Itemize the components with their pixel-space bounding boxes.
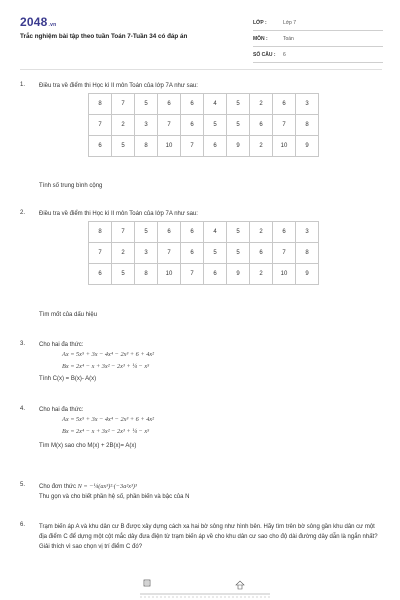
question-2 bbox=[20, 210, 385, 320]
table-cell: 10 bbox=[273, 264, 296, 285]
question-prompt: Tìm mốt của dấu hiệu bbox=[39, 312, 98, 318]
question-prompt: Tìm M(x) sao cho M(x) + 2B(x)= A(x) bbox=[39, 443, 137, 449]
table-cell: 7 bbox=[273, 115, 296, 136]
table-cell: 2 bbox=[250, 264, 273, 285]
formula-a: Ax = 5x⁵ + 3x − 4x⁴ − 2x³ + 6 + 4x² bbox=[62, 416, 155, 423]
table-cell: 6 bbox=[181, 222, 204, 243]
question-text: Điều tra về điểm thi Học kì II môn Toán của lớp 7A như sau: bbox=[39, 83, 198, 89]
meta-class-key: LỚP : bbox=[253, 19, 267, 26]
table-cell: 5 bbox=[227, 94, 250, 115]
question-number: 3. bbox=[20, 341, 26, 347]
table-cell: 5 bbox=[112, 136, 135, 157]
site-logo[interactable] bbox=[20, 15, 56, 29]
question-prompt: Tính C(x) = B(x)- A(x) bbox=[39, 376, 97, 382]
table-cell: 8 bbox=[296, 243, 319, 264]
table-cell: 6 bbox=[250, 243, 273, 264]
meta-count bbox=[253, 47, 383, 63]
question-text: Cho hai đa thức: bbox=[39, 407, 84, 413]
formula-n: N = −¼(ax³)²·(−3a²x³)³ bbox=[77, 483, 137, 490]
table-cell: 5 bbox=[135, 94, 158, 115]
table-cell: 3 bbox=[135, 243, 158, 264]
question-prompt: Tính số trung bình cộng bbox=[39, 183, 103, 189]
table-cell: 6 bbox=[273, 94, 296, 115]
table-cell: 2 bbox=[250, 136, 273, 157]
meta-subject-value: Toán bbox=[283, 35, 294, 42]
score-table bbox=[88, 221, 319, 285]
table-cell: 7 bbox=[112, 222, 135, 243]
document-title: Trắc nghiệm bài tập theo tuần Toán 7-Tuần 34 có đáp án bbox=[20, 33, 188, 40]
question-5 bbox=[20, 482, 385, 506]
meta-subject-key: MÔN : bbox=[253, 35, 268, 42]
table-cell: 9 bbox=[296, 264, 319, 285]
table-cell: 5 bbox=[227, 115, 250, 136]
table-row bbox=[89, 115, 319, 136]
table-row bbox=[89, 243, 319, 264]
question-text: Cho đơn thức bbox=[39, 484, 76, 490]
table-cell: 6 bbox=[181, 94, 204, 115]
header-divider bbox=[20, 69, 382, 70]
table-row bbox=[89, 136, 319, 157]
table-cell: 8 bbox=[89, 94, 112, 115]
table-cell: 5 bbox=[227, 243, 250, 264]
table-cell: 2 bbox=[112, 243, 135, 264]
table-cell: 6 bbox=[181, 243, 204, 264]
question-text: Điều tra về điểm thi Học kì II môn Toán của lớp 7A như sau: bbox=[39, 211, 198, 217]
table-cell: 7 bbox=[181, 264, 204, 285]
question-number: 4. bbox=[20, 406, 26, 412]
score-table bbox=[88, 93, 319, 157]
logo-suffix: .vn bbox=[48, 22, 57, 28]
table-cell: 7 bbox=[112, 94, 135, 115]
table-cell: 6 bbox=[250, 115, 273, 136]
question-number: 1. bbox=[20, 82, 26, 88]
house-icon bbox=[236, 581, 244, 589]
table-cell: 5 bbox=[135, 222, 158, 243]
page-header bbox=[0, 0, 400, 62]
question-number: 2. bbox=[20, 210, 26, 216]
table-cell: 7 bbox=[181, 136, 204, 157]
table-cell: 6 bbox=[89, 136, 112, 157]
table-cell: 6 bbox=[181, 115, 204, 136]
logo-text: 2048 bbox=[20, 15, 48, 29]
table-cell: 9 bbox=[227, 136, 250, 157]
meta-subject bbox=[253, 31, 383, 47]
table-cell: 6 bbox=[89, 264, 112, 285]
table-cell: 4 bbox=[204, 94, 227, 115]
question-text: Trạm biến áp A và khu dân cư B được xây dựng cách xa hai bờ sông như hình bên. Hãy tìm trên bờ sông gần khu dân cư một địa điểm C để dựng một cột mắc dây đưa điện từ trạm biến áp về cho khu dân cư sao cho độ dài đường dây dẫn là ngắn nhất? Giải thích vì sao chọn vị trí điểm C đó? bbox=[39, 524, 378, 550]
table-cell: 6 bbox=[204, 136, 227, 157]
question-text-line bbox=[39, 482, 384, 492]
table-row bbox=[89, 264, 319, 285]
table-cell: 5 bbox=[204, 243, 227, 264]
question-prompt: Thu gọn và cho biết phần hệ số, phần biến và bậc của N bbox=[39, 494, 190, 500]
table-cell: 7 bbox=[158, 115, 181, 136]
table-cell: 4 bbox=[204, 222, 227, 243]
formula-b: Bx = 2x⁴ − x + 3x² − 2x³ + ¼ − x⁵ bbox=[62, 428, 150, 435]
river-figure bbox=[140, 577, 270, 600]
table-cell: 5 bbox=[227, 222, 250, 243]
table-cell: 9 bbox=[227, 264, 250, 285]
transformer-icon bbox=[144, 580, 150, 586]
table-cell: 2 bbox=[250, 94, 273, 115]
transformer-lines bbox=[145, 582, 149, 584]
question-text: Cho hai đa thức: bbox=[39, 342, 84, 348]
table-cell: 3 bbox=[135, 115, 158, 136]
table-cell: 6 bbox=[158, 222, 181, 243]
formula-a: Ax = 5x⁵ + 3x − 4x⁴ − 2x³ + 6 + 4x² bbox=[62, 351, 155, 358]
table-cell: 3 bbox=[296, 94, 319, 115]
table-cell: 6 bbox=[158, 94, 181, 115]
question-number: 5. bbox=[20, 482, 26, 488]
table-cell: 7 bbox=[158, 243, 181, 264]
document-meta bbox=[253, 15, 383, 63]
table-cell: 2 bbox=[112, 115, 135, 136]
table-cell: 2 bbox=[250, 222, 273, 243]
meta-class-value: Lớp 7 bbox=[283, 19, 297, 26]
question-1 bbox=[20, 82, 385, 192]
table-row bbox=[89, 222, 319, 243]
table-cell: 10 bbox=[158, 264, 181, 285]
table-cell: 10 bbox=[158, 136, 181, 157]
table-cell: 8 bbox=[135, 264, 158, 285]
table-cell: 5 bbox=[204, 115, 227, 136]
table-cell: 8 bbox=[135, 136, 158, 157]
table-cell: 6 bbox=[204, 264, 227, 285]
question-number: 6. bbox=[20, 522, 26, 528]
table-cell: 5 bbox=[112, 264, 135, 285]
table-cell: 8 bbox=[296, 115, 319, 136]
question-6 bbox=[20, 522, 385, 572]
formula-b: Bx = 2x⁴ − x + 3x² − 2x³ + ¼ − x⁵ bbox=[62, 363, 150, 370]
meta-count-value: 6 bbox=[283, 51, 286, 58]
question-3 bbox=[20, 341, 385, 391]
table-cell: 7 bbox=[89, 243, 112, 264]
meta-count-key: SỐ CÂU : bbox=[253, 51, 276, 58]
table-cell: 7 bbox=[273, 243, 296, 264]
meta-class bbox=[253, 15, 383, 31]
question-4 bbox=[20, 406, 385, 456]
table-cell: 10 bbox=[273, 136, 296, 157]
table-cell: 8 bbox=[89, 222, 112, 243]
table-row bbox=[89, 94, 319, 115]
table-cell: 7 bbox=[89, 115, 112, 136]
table-cell: 6 bbox=[273, 222, 296, 243]
table-cell: 3 bbox=[296, 222, 319, 243]
table-cell: 9 bbox=[296, 136, 319, 157]
